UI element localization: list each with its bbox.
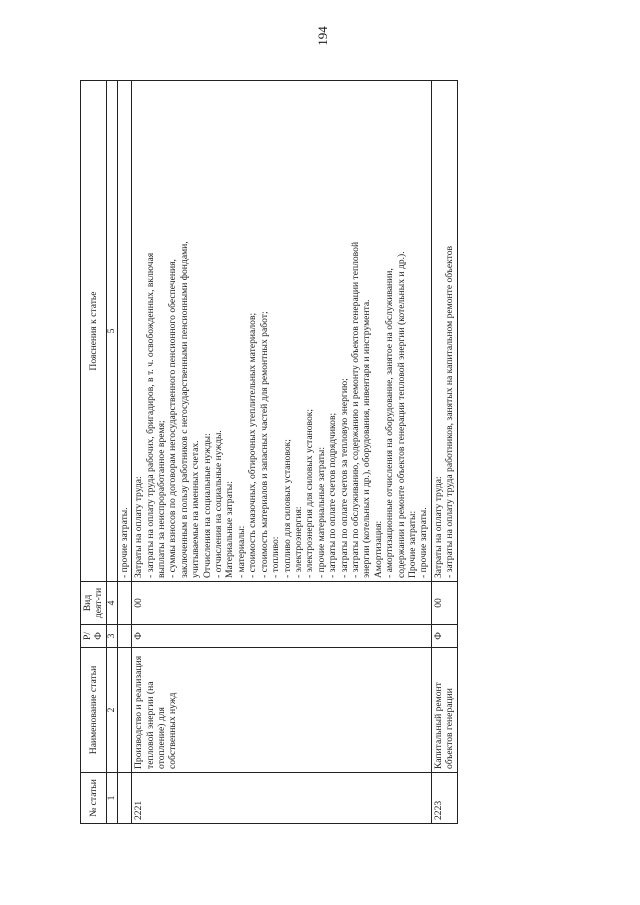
header-rf: Р/ Ф [81, 625, 107, 648]
article-name-line: Производство и реализация [133, 655, 145, 769]
articles-table [80, 80, 458, 824]
explanation-line: Материальные затраты: [224, 481, 236, 578]
explanation-line: - прочие затраты. [118, 507, 130, 578]
article-name-line: собственных нужд [167, 692, 179, 769]
explanation-line: Отчисления на социальные нужды: [201, 433, 213, 578]
explanation-line: - прочие материальные затраты: [315, 446, 327, 578]
activity-type-cell [117, 582, 131, 625]
explanation-line: - амортизационные отчисления на оборудование, занятое на обслуживании, [384, 268, 396, 578]
article-name-line: объектов генерации [444, 688, 456, 769]
explanation-line: - топливо для силовых установок; [281, 439, 293, 578]
article-name-cell [117, 648, 131, 773]
article-name-cell [431, 648, 457, 773]
explanation-line: - отчисления на социальные нужды. [213, 430, 225, 578]
table-row [431, 81, 457, 824]
explanation-cell [117, 81, 131, 582]
explanation-line: Затраты на оплату труда: [432, 476, 444, 578]
column-number: 4 [106, 582, 117, 625]
header-row [81, 81, 107, 824]
column-number: 3 [106, 625, 117, 648]
explanation-line: - материалы: [235, 525, 247, 578]
table-row [117, 81, 131, 824]
explanation-line: - затраты по обслуживанию, содержанию и ремонту объектов генерации тепловой [349, 241, 361, 578]
column-number-row [106, 81, 117, 824]
article-number-cell: 2221 [132, 773, 432, 824]
header-article-name: Наименование статьи [81, 648, 107, 773]
explanation-line: - топливо: [270, 536, 282, 578]
explanation-line: Прочие затраты: [406, 510, 418, 578]
explanation-line: Затраты на оплату труда: [133, 476, 145, 578]
header-explanation: Пояснения к статье [81, 81, 107, 582]
column-number: 5 [106, 81, 117, 582]
explanation-cell [132, 81, 432, 582]
column-number: 2 [106, 648, 117, 773]
table-body [117, 81, 457, 824]
explanation-line: выплаты за неиспроработанное время; [156, 420, 168, 578]
rotated-table-wrapper [80, 80, 580, 824]
table-row [132, 81, 432, 824]
article-name-line: Капитальный ремонт [432, 682, 444, 769]
explanation-line: заключенным в пользу работников с негосударственными пенсионными фондами, [178, 241, 190, 578]
article-name-line: отопление) для [156, 707, 168, 769]
explanation-line: - прочие затраты. [418, 507, 430, 578]
activity-type-cell: 00 [132, 582, 432, 625]
explanation-line: - стоимость смазочных, обтирочных утеплительных материалов; [247, 312, 259, 578]
page-number: 194 [315, 26, 330, 46]
article-name-line: тепловой энергии (на [144, 681, 156, 769]
explanation-line: - электроэнергия для силовых установок; [304, 408, 316, 578]
rf-cell: Ф [132, 625, 432, 648]
explanation-cell [431, 81, 457, 582]
explanation-line: - стоимость материалов и запасных частей для ремонтных работ; [258, 311, 270, 578]
article-number-cell: 2223 [431, 773, 457, 824]
explanation-line: - суммы взносов по договорам негосударственного пенсионного обеспечения, [167, 259, 179, 578]
explanation-line: - затраты на оплату труда рабочих, бригадиров, в т. ч. освобожденных, включая [144, 252, 156, 578]
explanation-line: учитываемые на именных счетах. [190, 440, 202, 578]
header-article-number: № статьи [81, 773, 107, 824]
article-name-cell [132, 648, 432, 773]
article-number-cell [117, 773, 131, 824]
column-number: 1 [106, 773, 117, 824]
explanation-line: Амортизация: [372, 520, 384, 578]
explanation-line: - затраты по оплате счетов подрядчиков; [327, 412, 339, 578]
explanation-line: энергии (котельных и др.), оборудования, инвентаря и инструмента. [361, 299, 373, 578]
explanation-line: - затраты по оплате счетов за тепловую энергию; [338, 378, 350, 578]
rf-cell: Ф [431, 625, 457, 648]
rf-cell [117, 625, 131, 648]
header-activity-type: Вид деят-ти [81, 582, 107, 625]
activity-type-cell: 00 [431, 582, 457, 625]
explanation-line: - затраты на оплату труда работников, занятых на капитальном ремонте объектов [444, 245, 456, 578]
table-header [81, 81, 118, 824]
explanation-line: содержании и ремонте объектов генерации тепловой энергии (котельных и др.). [395, 251, 407, 578]
explanation-line: - электроэнергия: [292, 506, 304, 578]
